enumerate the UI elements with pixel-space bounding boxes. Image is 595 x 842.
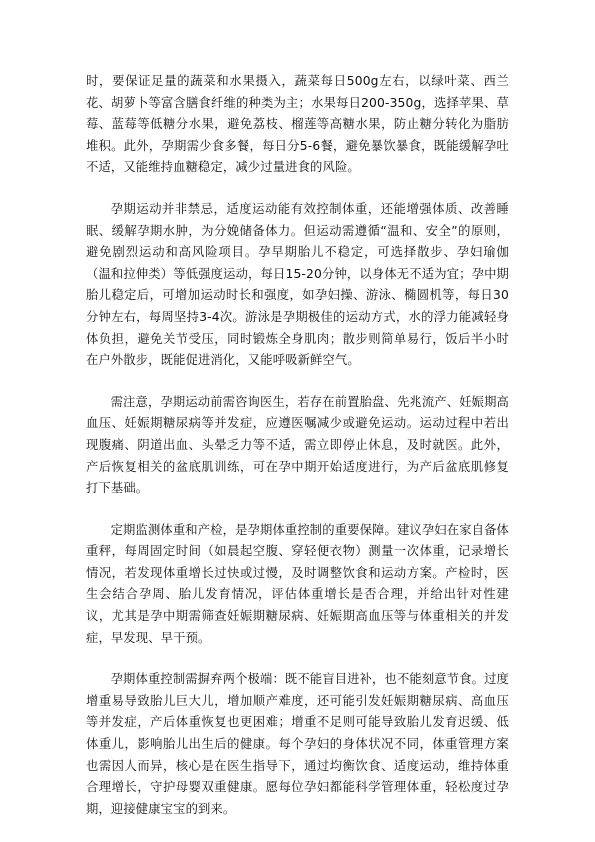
paragraph-weight-monitoring: 定期监测体重和产检，是孕期体重控制的重要保障。建议孕妇在家自备体重秤，每周固定时间（如晨起空腹、穿轻便衣物）测量一次体重，记录增长情况，若发现体重增长过快或过慢，及时调整饮食和运动方案。产检时，医生会结合孕周、胎儿发育情况，评估体重增长是否合理，并给出针对性建议，尤其是孕中期需筛查妊娠期糖尿病、妊娠期高血压等与体重相关的并发症，早发现、早干预。 (86, 522, 509, 645)
paragraph-conclusion: 孕期体重控制需摒弃两个极端：既不能盲目进补，也不能刻意节食。过度增重易导致胎儿巨大儿，增加顺产难度，还可能引发妊娠期糖尿病、高血压等并发症，产后体重恢复也更困难；增重不足则可能导致胎儿发育迟缓、低体重儿，影响胎儿出生后的健康。每个孕妇的身体状况不同，体重管理方案也需因人而异，核心是在医生指导下，通过均衡饮食、适度运动，维持体重合理增长，守护母婴双重健康。愿每位孕妇都能科学管理体重，轻松度过孕期，迎接健康宝宝的到来。 (86, 672, 509, 816)
paragraph-exercise-caution: 需注意，孕期运动前需咨询医生，若存在前置胎盘、先兆流产、妊娠期高血压、妊娠期糖尿病等并发症，应遵医嘱减少或避免运动。运动过程中若出现腹痛、阴道出血、头晕乏力等不适，需立即停止休息，及时就医。此外，产后恢复相关的盆底肌训练，可在孕中期开始适度进行，为产后盆底肌修复打下基础。 (86, 394, 509, 496)
paragraph-diet-continued: 时，要保证足量的蔬菜和水果摄入，蔬菜每日500g左右，以绿叶菜、西兰花、胡萝卜等富含膳食纤维的种类为主；水果每日200-350g，选择苹果、草莓、蓝莓等低糖分水果，避免荔枝、榴莲等高糖水果，防止糖分转化为脂肪堆积。此外，孕期需少食多餐，每日分5-6餐，避免暴饮暴食，既能缓解孕吐不适，又能维持血糖稳定，减少过量进食的风险。 (86, 74, 509, 175)
paragraph-exercise: 孕期运动并非禁忌，适度运动能有效控制体重，还能增强体质、改善睡眠、缓解孕期水肿，为分娩储备体力。但运动需遵循“温和、安全”的原则，避免剧烈运动和高风险项目。孕早期胎儿不稳定，可选择散步、孕妇瑜伽（温和拉伸类）等低强度运动，每日15-20分钟，以身体无不适为宜；孕中期胎儿稳定后，可增加运动时长和强度，如孕妇操、游泳、椭圆机等，每日30分钟左右，每周坚持3-4次。游泳是孕期极佳的运动方式，水的浮力能减轻身体负担，避免关节受压，同时锻炼全身肌肉；散步则简单易行，饭后半小时在户外散步，既能促进消化，又能呼吸新鲜空气。 (86, 201, 509, 368)
